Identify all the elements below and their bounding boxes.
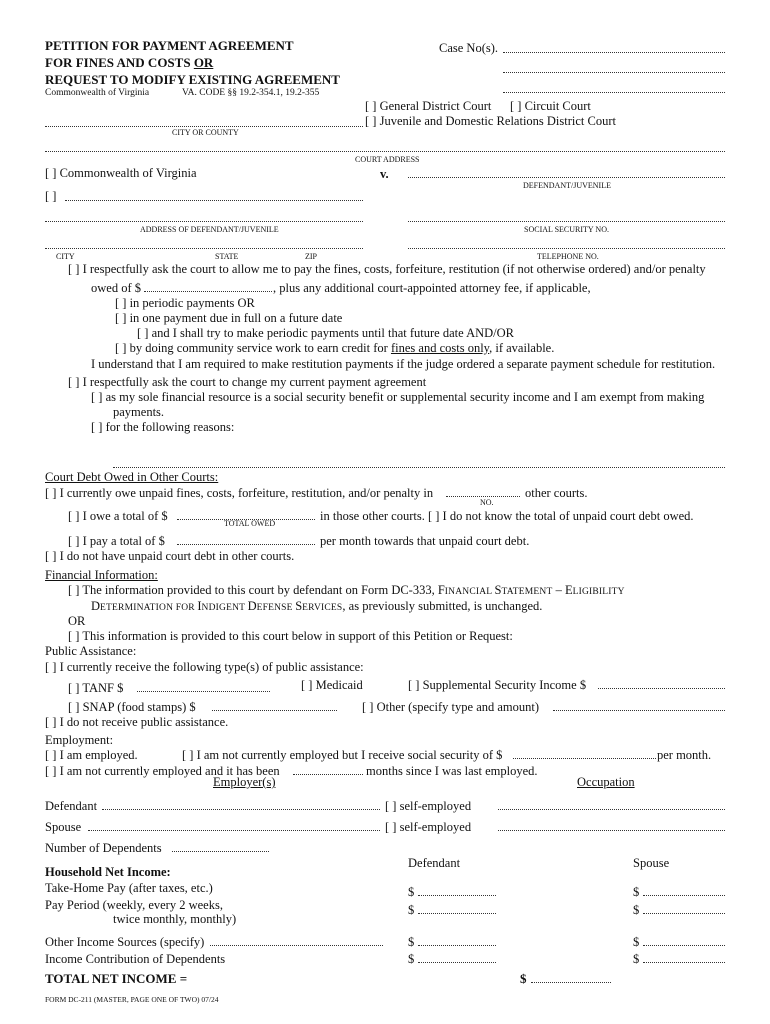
take-home-defendant-field[interactable] [418,895,496,896]
owe-other-courts-checkbox[interactable]: [ ] I currently owe unpaid fines, costs, forfeiture, restitution, and/or penalty in [45,486,434,500]
jdr-court-checkbox[interactable]: [ ] Juvenile and Domestic Relations District Court [365,114,616,128]
monthly-payment-field[interactable] [177,544,315,545]
community-service-checkbox[interactable] [115,341,554,356]
zip-label: ZIP [305,252,317,261]
financial-info-heading: Financial Information: [45,568,158,582]
sc-text: INANCIAL [444,587,495,597]
dc333-text: [ ] The information provided to this court by defendant on Form DC-333, F [68,583,445,597]
social-security-exempt-checkbox[interactable]: [ ] as my sole financial resource is a social security benefit or supplemental security income and I am exempt from making [91,390,705,404]
other-sources-label: Other Income Sources (specify) [45,935,205,949]
case-number-label: Case No(s). [439,41,499,55]
total-net-income-field[interactable] [531,982,611,983]
dc333-line2 [91,599,542,614]
general-district-court-checkbox[interactable]: [ ] General District Court [365,99,492,113]
form-footer: FORM DC-211 (MASTER, PAGE ONE OF TWO) 07/24 [45,995,219,1004]
months-unemployed-text: months since I was last employed. [366,764,538,778]
defendant-self-employed-checkbox[interactable]: [ ] self-employed [385,799,472,813]
receive-assistance-checkbox[interactable]: [ ] I currently receive the following type(s) of public assistance: [45,660,364,674]
pay-period-defendant-dollar: $ [408,903,415,917]
income-defendant-header: Defendant [408,856,461,870]
versus-label: v. [380,167,389,181]
months-unemployed-field[interactable] [293,774,363,775]
defendant-employer-field[interactable] [102,809,380,810]
income-spouse-header: Spouse [633,856,670,870]
public-assistance-heading: Public Assistance: [45,644,137,658]
pay-period-label: Pay Period (weekly, every 2 weeks, [45,898,223,912]
info-provided-checkbox[interactable]: [ ] This information is provided to this court below in support of this Petition or Request: [68,629,513,643]
periodic-payments-checkbox[interactable]: [ ] in periodic payments OR [115,296,255,310]
defendant-employer-label: Defendant [45,799,98,813]
following-reasons-checkbox[interactable]: [ ] for the following reasons: [91,420,235,434]
amount-owed-field[interactable] [144,291,272,292]
other-sources-field[interactable] [210,945,383,946]
city-county-label: CITY OR COUNTY [172,128,239,137]
owe-total-checkbox[interactable]: [ ] I owe a total of $ [68,509,168,523]
pay-total-text: per month towards that unpaid court debt. [320,534,530,548]
household-income-heading: Household Net Income: [45,865,171,879]
employment-heading: Employment: [45,733,114,747]
sc-text: EFENSE [256,603,296,613]
tanf-checkbox[interactable]: [ ] TANF $ [68,681,124,695]
pay-period-spouse-field[interactable] [643,913,725,914]
payment-agreement-checkbox[interactable]: [ ] I respectfully ask the court to allow me to pay the fines, costs, forfeiture, restitution (if not otherwise ordered) and/or penalty [68,262,706,276]
other-sources-defendant-field[interactable] [418,945,496,946]
address-field[interactable] [45,221,363,222]
other-courts-text: other courts. [525,486,588,500]
sc-text: NDIGENT [201,603,248,613]
sc-text: LIGIBILITY [572,587,625,597]
employed-checkbox[interactable]: [ ] I am employed. [45,748,138,762]
case-number-field[interactable] [503,52,725,53]
ssi-amount-field[interactable] [598,688,725,689]
medicaid-checkbox[interactable]: [ ] Medicaid [301,678,363,692]
form-title-line3: REQUEST TO MODIFY EXISTING AGREEMENT [45,72,340,87]
other-assistance-field[interactable] [553,710,725,711]
defendant-occupation-field[interactable] [498,809,725,810]
community-service-text: [ ] by doing community service work to earn credit for [115,341,391,355]
modify-agreement-checkbox[interactable]: [ ] I respectfully ask the court to change my current payment agreement [68,375,427,389]
dependents-field[interactable] [172,851,269,852]
state-label: STATE [215,252,239,261]
owed-text-2: , plus any additional court-appointed attorney fee, if applicable, [273,281,591,295]
court-address-label: COURT ADDRESS [355,155,420,164]
ssn-field[interactable] [408,221,725,222]
other-plaintiff-checkbox[interactable]: [ ] [45,189,57,203]
fines-costs-only: fines and costs only [390,341,490,355]
pay-total-checkbox[interactable]: [ ] I pay a total of $ [68,534,165,548]
total-owed-label: TOTAL OWED [224,519,276,528]
ssn-label: SOCIAL SECURITY NO. [524,225,609,234]
spouse-employer-label: Spouse [45,820,82,834]
pay-period-label-2: twice monthly, monthly) [113,912,237,926]
sc-cap: I [197,599,202,613]
other-sources-spouse-field[interactable] [643,945,725,946]
no-assistance-checkbox[interactable]: [ ] I do not receive public assistance. [45,715,229,729]
circuit-court-checkbox[interactable]: [ ] Circuit Court [510,99,591,113]
per-month-text: per month. [657,748,712,762]
case-number-field-2[interactable] [503,72,725,73]
owed-text: owed of $ [91,281,141,295]
sc-text: TATEMENT [501,587,553,597]
take-home-defendant-dollar: $ [408,885,415,899]
city-state-zip-field[interactable] [45,248,363,249]
pay-period-spouse-dollar: $ [633,903,640,917]
form-title-line2 [45,55,213,71]
community-service-tail: , if available. [489,341,555,355]
periodic-until-date-checkbox[interactable]: [ ] and I shall try to make periodic payments until that future date AND/OR [137,326,514,340]
sc-cap: D [247,599,257,613]
no-court-debt-checkbox[interactable]: [ ] I do not have unpaid court debt in other courts. [45,549,295,563]
occupation-column-header: Occupation [577,775,635,789]
commonwealth-label: Commonwealth of Virginia [45,88,150,98]
dc333-unchanged-checkbox[interactable] [68,583,625,598]
other-sources-defendant-dollar: $ [408,935,415,949]
defendant-label: DEFENDANT/JUVENILE [523,181,611,190]
city-label: CITY [56,252,75,261]
spouse-employer-field[interactable] [88,830,380,831]
contribution-defendant-field[interactable] [418,962,496,963]
dependents-label: Number of Dependents [45,841,162,855]
pay-period-defendant-field[interactable] [418,913,496,914]
address-label: ADDRESS OF DEFENDANT/JUVENILE [140,225,279,234]
take-home-spouse-dollar: $ [633,885,640,899]
reasons-field[interactable] [113,467,725,468]
contribution-spouse-dollar: $ [633,952,640,966]
restitution-notice: I understand that I am required to make restitution payments if the judge ordered a separate payment schedule for restitution. [91,357,716,371]
tanf-amount-field[interactable] [137,691,270,692]
case-number-field-3[interactable] [503,92,725,93]
dependents-contribution-label: Income Contribution of Dependents [45,952,226,966]
one-payment-checkbox[interactable]: [ ] in one payment due in full on a future date [115,311,343,325]
spouse-self-employed-checkbox[interactable]: [ ] self-employed [385,820,472,834]
commonwealth-checkbox[interactable]: [ ] Commonwealth of Virginia [45,166,197,180]
sc-text: ERVICES [302,603,343,613]
va-code: VA. CODE §§ 19.2-354.1, 19.2-355 [182,88,320,98]
title-text: FOR FINES AND COSTS [45,55,194,70]
contribution-spouse-field[interactable] [643,962,725,963]
months-unemployed-checkbox[interactable]: [ ] I am not currently employed and it has been [45,764,280,778]
sc-cap: D [91,599,101,613]
employer-column-header: Employer(s) [213,775,276,789]
telephone-label: TELEPHONE NO. [537,252,599,261]
owe-total-text: in those other courts. [ ] I do not know the total of unpaid court debt owed. [320,509,694,523]
take-home-label: Take-Home Pay (after taxes, etc.) [45,881,213,895]
snap-checkbox[interactable]: [ ] SNAP (food stamps) $ [68,700,196,714]
number-of-courts-field[interactable] [446,496,520,497]
sc-cap: – E [552,583,573,597]
other-assistance-checkbox[interactable]: [ ] Other (specify type and amount) [362,700,540,714]
sc-cap: S [295,599,303,613]
snap-amount-field[interactable] [212,710,337,711]
payments-text: payments. [113,405,165,419]
telephone-field[interactable] [408,248,725,249]
sc-text: ETERMINATION FOR [100,603,198,613]
total-net-income-dollar: $ [520,971,527,986]
title-or: OR [193,55,214,70]
spouse-occupation-field[interactable] [498,830,725,831]
other-sources-spouse-dollar: $ [633,935,640,949]
sc-cap: S [494,583,502,597]
take-home-spouse-field[interactable] [643,895,725,896]
court-address-field[interactable] [45,151,725,152]
ssi-checkbox[interactable]: [ ] Supplemental Security Income $ [408,678,587,692]
no-label: NO. [480,498,494,507]
dc333-tail: , as previously submitted, is unchanged. [342,599,543,613]
social-security-amount-field[interactable] [513,758,656,759]
defendant-name-field[interactable] [408,177,725,178]
form-title-line1: PETITION FOR PAYMENT AGREEMENT [45,38,294,53]
or-label: OR [68,614,86,628]
social-security-checkbox[interactable]: [ ] I am not currently employed but I receive social security of $ [182,748,503,762]
city-county-field[interactable] [45,126,363,127]
other-plaintiff-field[interactable] [65,200,363,201]
total-net-income-label: TOTAL NET INCOME = [45,971,188,986]
court-debt-heading: Court Debt Owed in Other Courts: [45,470,219,484]
contribution-defendant-dollar: $ [408,952,415,966]
